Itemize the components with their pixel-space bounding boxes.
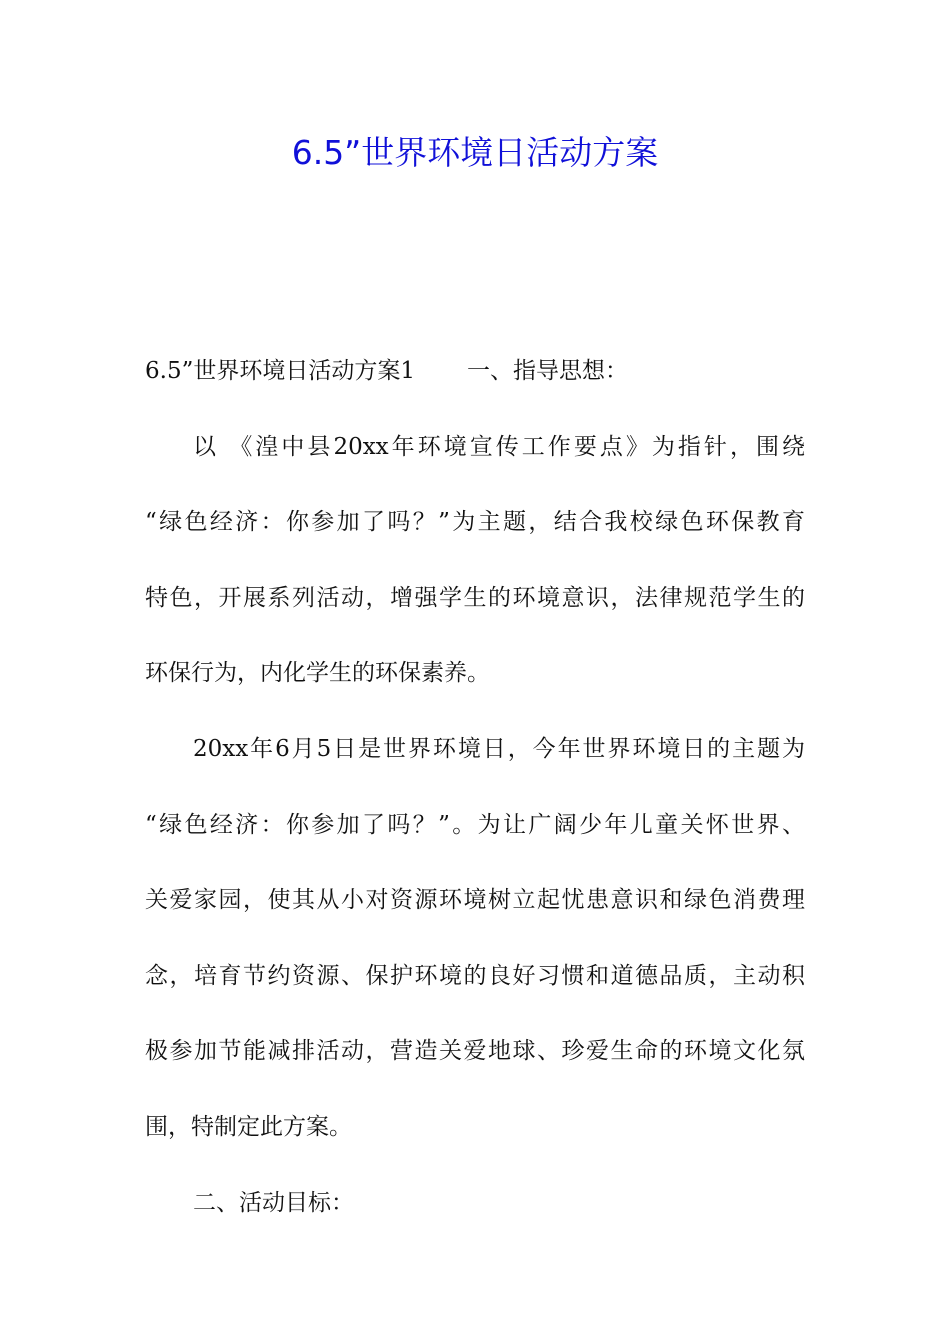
section-heading-line (145, 334, 805, 410)
paragraph-line: “绿色经济：你参加了吗？”为主题，结合我校绿色环保教育 (145, 509, 805, 536)
paragraph-line: 极参加节能减排活动，营造关爱地球、珍爱生命的环境文化氛 (145, 1038, 805, 1065)
document-body (145, 334, 805, 1241)
paragraph-line: 环保行为，内化学生的环保素养。 (145, 660, 490, 687)
paragraph-line: 20xx年6月5日是世界环境日，今年世界环境日的主题为 (193, 735, 805, 762)
paragraph-line: 特色，开展系列活动，增强学生的环境意识，法律规范学生的 (145, 584, 805, 611)
paragraph-line: 关爱家园，使其从小对资源环境树立起忧患意识和绿色消费理 (145, 887, 805, 914)
paragraph-line: 以 《湟中县20xx年环境宣传工作要点》为指针，围绕 (193, 433, 805, 460)
paragraph-line: 念，培育节约资源、保护环境的良好习惯和道德品质，主动积 (145, 962, 805, 989)
paragraph-line: 围，特制定此方案。 (145, 1113, 352, 1140)
section-heading: 6.5”世界环境日活动方案1 (145, 358, 415, 384)
subsection-heading: 二、活动目标： (193, 1189, 354, 1216)
paragraph-line: “绿色经济：你参加了吗？”。为让广阔少年儿童关怀世界、 (145, 811, 805, 838)
section-label: 一、指导思想： (466, 358, 628, 384)
document-title: 6.5”世界环境日活动方案 (291, 133, 659, 172)
